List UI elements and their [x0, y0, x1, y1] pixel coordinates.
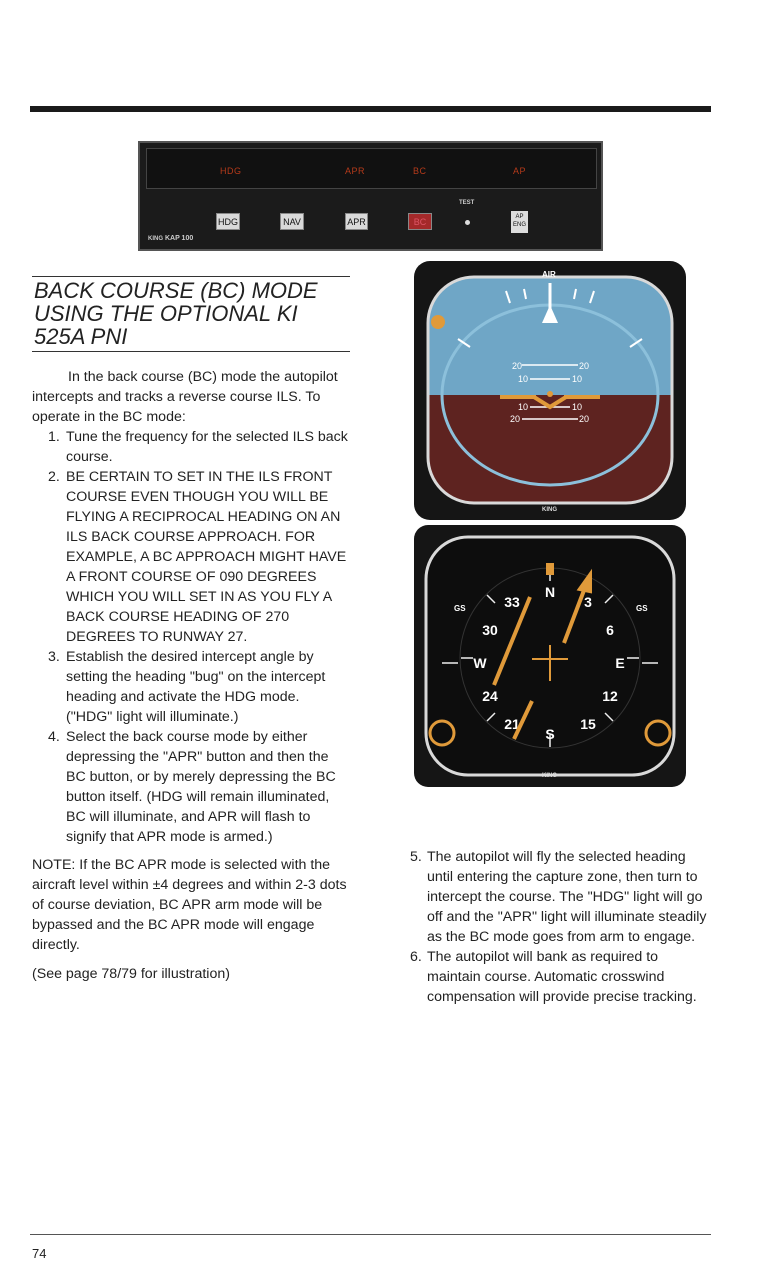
king-logo-hsi: KING — [542, 773, 557, 779]
autopilot-panel — [138, 141, 603, 251]
right-column — [410, 847, 710, 1007]
ap-eng-label-1: AP — [515, 214, 524, 220]
annunciator-ap: AP — [513, 166, 527, 176]
test-button[interactable] — [465, 220, 470, 225]
left-column — [32, 367, 348, 984]
apr-button[interactable]: APR — [345, 213, 368, 230]
top-rule — [30, 106, 711, 112]
compass-label: 21 — [504, 716, 520, 732]
king-logo: KING — [542, 507, 557, 513]
step-4: 4. Select the back course mode by either depressing the "APR" button and then the BC button, or by merely depressing the BC button itself. (HDG will remain illuminated, BC will illuminate, and APR will flash to signify that APR mode is armed.) — [48, 729, 336, 845]
ap-eng-label-2: ENG — [512, 222, 526, 228]
pitch-label: 10 — [572, 374, 583, 384]
hsi — [414, 525, 686, 787]
annunciator-hdg: HDG — [220, 166, 242, 176]
pitch-label: 20 — [579, 414, 590, 424]
ap-eng-button[interactable] — [511, 211, 528, 233]
step-5: 5. The autopilot will fly the selected heading until entering the capture zone, then turn to intercept the course. The "HDG" light will go off and the "APR" light will illuminate steadily as the BC mode goes from arm to engage. — [410, 849, 707, 945]
step-2: 2. BE CERTAIN TO SET IN THE ILS FRONT COURSE EVEN THOUGH YOU WILL BE FLYING A RECIPROCAL HEADING ON AN ILS BACK COURSE APPROACH. FOR EXAMPLE, A BC APPROACH MIGHT HAVE A FRONT COURSE OF 090 DEGREES WHICH YOU WILL SET IN AS YOU FLY A BACK COURSE HEADING OF 270 DEGREES TO RUNWAY 27. — [48, 469, 347, 645]
section-title: BACK COURSE (BC) MODE USING THE OPTIONAL KI 525A PNI — [32, 276, 350, 352]
pitch-label: 20 — [512, 361, 523, 371]
compass-label: 15 — [580, 716, 596, 732]
kap100-brand: KING KAP 100 — [148, 235, 194, 242]
step-1: 1. Tune the frequency for the selected ILS back course. — [48, 429, 348, 465]
bottom-rule — [30, 1234, 711, 1235]
pitch-label: 20 — [579, 361, 590, 371]
annunciator-apr: APR — [345, 166, 366, 176]
air-label: AIR — [542, 270, 556, 279]
test-label: TEST — [459, 200, 475, 206]
compass-label: S — [545, 726, 555, 742]
hdg-button[interactable]: HDG — [216, 213, 240, 230]
compass-label: 33 — [504, 594, 520, 610]
gs-label-right: GS — [636, 604, 648, 613]
pitch-label: 10 — [572, 402, 583, 412]
pitch-label: 10 — [518, 374, 529, 384]
compass-label: W — [473, 655, 487, 671]
compass-label: 24 — [482, 688, 498, 704]
heading-bug — [546, 563, 554, 575]
gs-label-left: GS — [454, 604, 466, 613]
compass-label: 3 — [584, 594, 592, 610]
note-paragraph: NOTE: If the BC APR mode is selected with the aircraft level within ±4 degrees and within 2-3 dots of course deviation, BC APR arm mode will be bypassed and the BC APR mode will engage directly. — [32, 857, 347, 953]
pitch-label: 10 — [518, 402, 529, 412]
attitude-indicator — [414, 261, 686, 520]
step-3: 3. Establish the desired intercept angle by setting the heading "bug" on the intercept heading and activate the HDG mode. ("HDG" light will illuminate.) — [48, 649, 326, 725]
nav-button[interactable]: NAV — [280, 213, 304, 230]
compass-label: E — [615, 655, 625, 671]
compass-label: N — [544, 584, 556, 600]
compass-label: 6 — [606, 622, 614, 638]
see-page-reference: (See page 78/79 for illustration) — [32, 966, 230, 982]
step-6: 6. The autopilot will bank as required to maintain course. Automatic crosswind compensation will provide precise tracking. — [410, 949, 697, 1005]
gs-knob — [431, 315, 445, 329]
page-number: 74 — [32, 1246, 47, 1261]
annunciator-strip — [146, 148, 597, 189]
pitch-label: 20 — [510, 414, 521, 424]
compass-label: 12 — [602, 688, 618, 704]
bc-button[interactable]: BC — [408, 213, 432, 230]
compass-label: 30 — [482, 622, 498, 638]
annunciator-bc: BC — [413, 166, 427, 176]
intro-paragraph: In the back course (BC) mode the autopilot intercepts and tracks a reverse course ILS. To operate in the BC mode: — [32, 369, 338, 425]
